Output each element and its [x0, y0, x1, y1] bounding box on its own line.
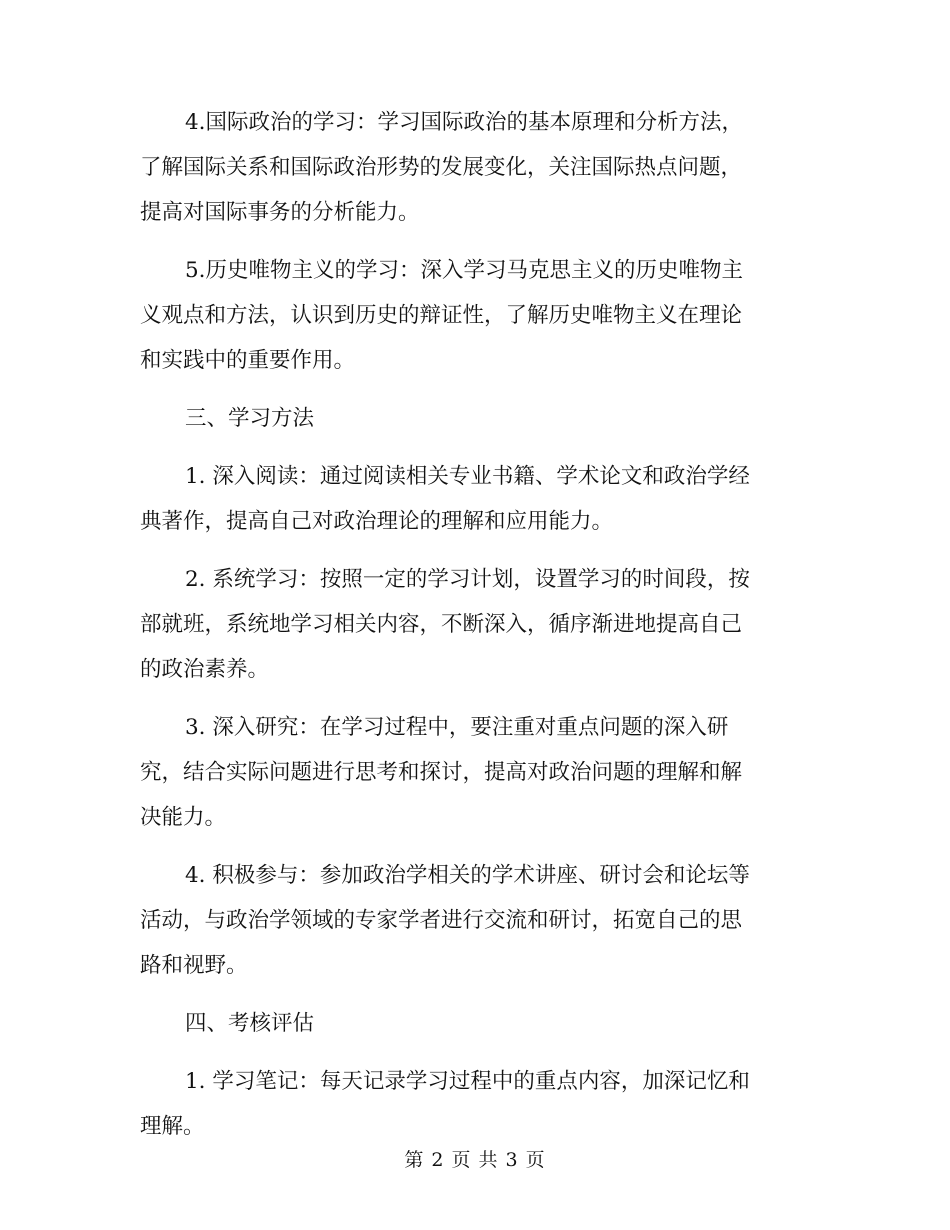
paragraph-historical-materialism — [140, 248, 812, 383]
paragraph-systematic-study — [140, 557, 812, 692]
page-number-footer: 第 2 页 共 3 页 — [404, 1149, 546, 1171]
text-line: 理解。 — [140, 1114, 205, 1139]
paragraph-intl-politics — [140, 100, 812, 235]
text-line: 1. 深入阅读：通过阅读相关专业书籍、学术论文和政治学经 — [185, 464, 750, 489]
paragraph-deep-reading — [140, 454, 812, 544]
paragraph-deep-research — [140, 705, 812, 840]
document-body — [140, 100, 812, 1149]
text-line: 4. 积极参与：参加政治学相关的学术讲座、研讨会和论坛等 — [185, 863, 750, 888]
text-line: 2. 系统学习：按照一定的学习计划，设置学习的时间段，按 — [185, 567, 750, 592]
text-line: 典著作，提高自己对政治理论的理解和应用能力。 — [140, 509, 614, 534]
text-line: 1. 学习笔记：每天记录学习过程中的重点内容，加深记忆和 — [185, 1069, 750, 1094]
text-line: 路和视野。 — [140, 953, 248, 978]
text-line: 了解国际关系和国际政治形势的发展变化，关注国际热点问题， — [140, 155, 743, 180]
text-line: 3. 深入研究：在学习过程中，要注重对重点问题的深入研 — [185, 715, 729, 740]
paragraph-study-notes — [140, 1059, 812, 1149]
text-line: 究，结合实际问题进行思考和探讨，提高对政治问题的理解和解 — [140, 760, 743, 785]
section-heading: 三、学习方法 — [185, 406, 315, 431]
text-line: 部就班，系统地学习相关内容，不断深入，循序渐进地提高自己 — [140, 612, 743, 637]
text-line: 和实践中的重要作用。 — [140, 348, 356, 373]
text-line: 的政治素养。 — [140, 657, 270, 682]
section-heading-assessment — [140, 1001, 812, 1046]
text-line: 4.国际政治的学习：学习国际政治的基本原理和分析方法， — [185, 110, 744, 135]
section-heading: 四、考核评估 — [185, 1011, 315, 1036]
text-line: 决能力。 — [140, 805, 227, 830]
text-line: 5.历史唯物主义的学习：深入学习马克思主义的历史唯物主 — [185, 258, 744, 283]
text-line: 活动，与政治学领域的专家学者进行交流和研讨，拓宽自己的思 — [140, 908, 743, 933]
text-line: 义观点和方法，认识到历史的辩证性，了解历史唯物主义在理论 — [140, 303, 743, 328]
paragraph-active-participation — [140, 853, 812, 988]
text-line: 提高对国际事务的分析能力。 — [140, 200, 420, 225]
section-heading-methods — [140, 396, 812, 441]
